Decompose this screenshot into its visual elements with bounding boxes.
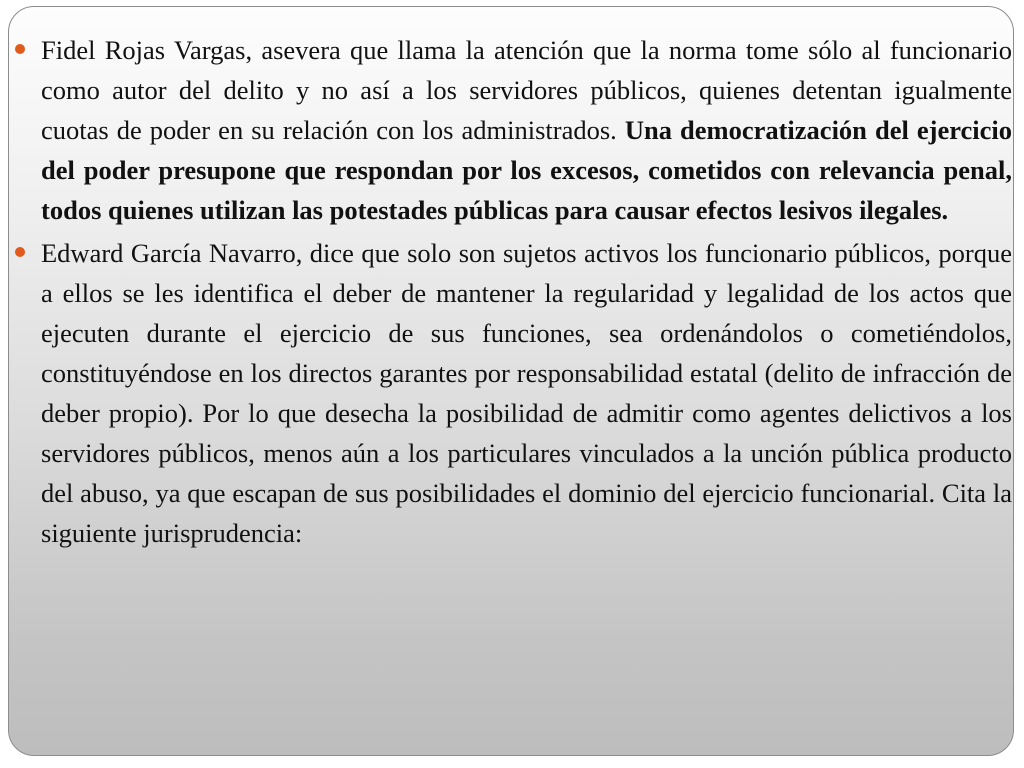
- bullet-text: Fidel Rojas Vargas, asevera que llama la atención que la norma tome sólo al funcionario como autor del delito y no así a los servidores públicos, quienes detentan igualmente cuotas de poder en su relación con los administrados.: [41, 35, 1012, 145]
- bullet-list: [14, 30, 1012, 556]
- bullet-item-garcia-navarro: [14, 233, 1012, 553]
- bullet-text: Edward García Navarro, dice que solo son sujetos activos los funcionario públicos, porque a ellos se les identifica el deber de mantener la regularidad y legalidad de los actos que ejecuten durante el ejercicio de sus funciones, sea ordenándolos o cometiéndolos, constituyéndose en los directos garantes por responsabilidad estatal (delito de infracción de deber propio). Por lo que desecha la posibilidad de admitir como agentes delictivos a los servidores públicos, menos aún a los particulares vinculados a la unción pública producto del abuso, ya que escapan de sus posibilidades el dominio del ejercicio funcionarial. Cita la siguiente jurisprudencia:: [41, 238, 1012, 548]
- bullet-bold-text: Una democratización del ejercicio del poder presupone que respondan por los excesos, cometidos con relevancia penal, todos quienes utilizan las potestades públicas para causar efectos lesivos ilegales.: [41, 115, 1013, 225]
- bullet-dot-icon: [15, 247, 25, 257]
- bullet-item-rojas-vargas: [14, 30, 1012, 230]
- bullet-dot-icon: [15, 44, 25, 54]
